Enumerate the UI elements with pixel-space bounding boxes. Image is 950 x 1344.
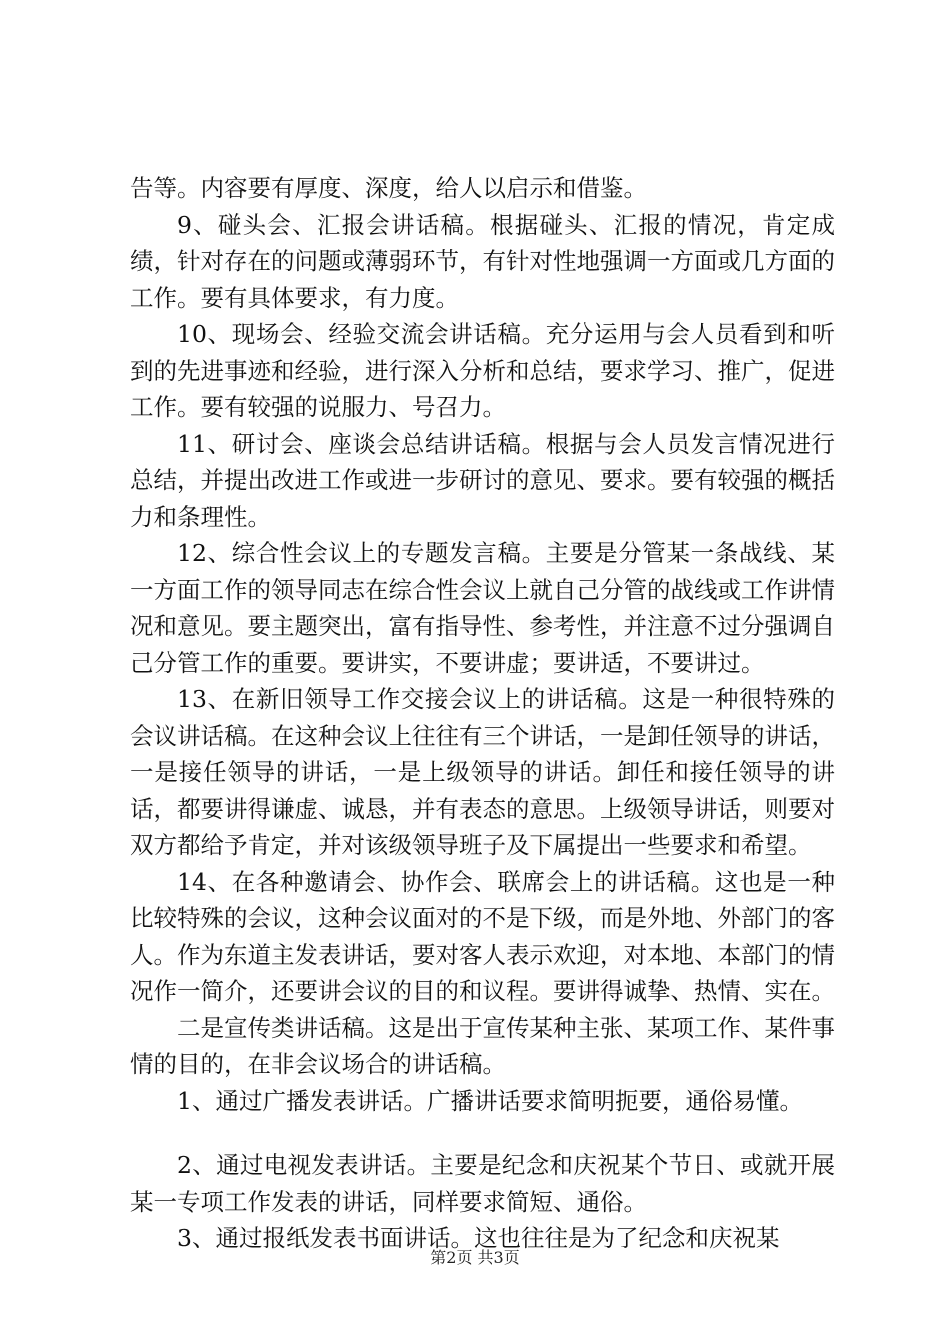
paragraph-item-10: 10、现场会、经验交流会讲话稿。充分运用与会人员看到和听到的先进事迹和经验，进行深入分析和总结，要求学习、推广，促进工作。要有较强的说服力、号召力。: [130, 320, 835, 421]
paragraph-item-11: 11、研讨会、座谈会总结讲话稿。根据与会人员发言情况进行总结，并提出改进工作或进一步研讨的意见、要求。要有较强的概括力和条理性。: [130, 429, 835, 531]
paragraph-item-9: 9、碰头会、汇报会讲话稿。根据碰头、汇报的情况，肯定成绩，针对存在的问题或薄弱环节，有针对性地强调一方面或几方面的工作。要有具体要求，有力度。: [130, 210, 835, 312]
paragraph-item-13: 13、在新旧领导工作交接会议上的讲话稿。这是一种很特殊的会议讲话稿。在这种会议上往往有三个讲话，一是卸任领导的讲话，一是接任领导的讲话，一是上级领导的讲话。卸任和接任领导的讲话，都要讲得谦虚、诚恳，并有表态的意思。上级领导讲话，则要对双方都给予肯定，并对该级领导班子及下属提出一些要求和希望。: [130, 685, 835, 859]
paragraph-item-14: 14、在各种邀请会、协作会、联席会上的讲话稿。这也是一种比较特殊的会议，这种会议面对的不是下级，而是外地、外部门的客人。作为东道主发表讲话，要对客人表示欢迎，对本地、本部门的情况作一简介，还要讲会议的目的和议程。要讲得诚挚、热情、实在。: [130, 867, 835, 1005]
paragraph-continuation: 告等。内容要有厚度、深度，给人以启示和借鉴。: [130, 174, 647, 202]
document-body: [130, 170, 835, 1257]
paragraph-sub-item-1: 1、通过广播发表讲话。广播讲话要求简明扼要，通俗易懂。: [177, 1086, 803, 1115]
paragraph-section-two: 二是宣传类讲话稿。这是出于宣传某种主张、某项工作、某件事情的目的，在非会议场合的讲话稿。: [130, 1013, 835, 1078]
paragraph-sub-item-2: 2、通过电视发表讲话。主要是纪念和庆祝某个节日、或就开展某一专项工作发表的讲话，同样要求简短、通俗。: [130, 1151, 835, 1216]
paragraph-sub-item-3: 3、通过报纸发表书面讲话。这也往往是为了纪念和庆祝某: [177, 1224, 780, 1252]
paragraph-item-12: 12、综合性会议上的专题发言稿。主要是分管某一条战线、某一方面工作的领导同志在综合性会议上就自己分管的战线或工作讲情况和意见。要主题突出，富有指导性、参考性，并注意不过分强调自己分管工作的重要。要讲实，不要讲虚；要讲适，不要讲过。: [130, 539, 835, 677]
page-number-footer: 第2页 共3页: [430, 1248, 520, 1267]
